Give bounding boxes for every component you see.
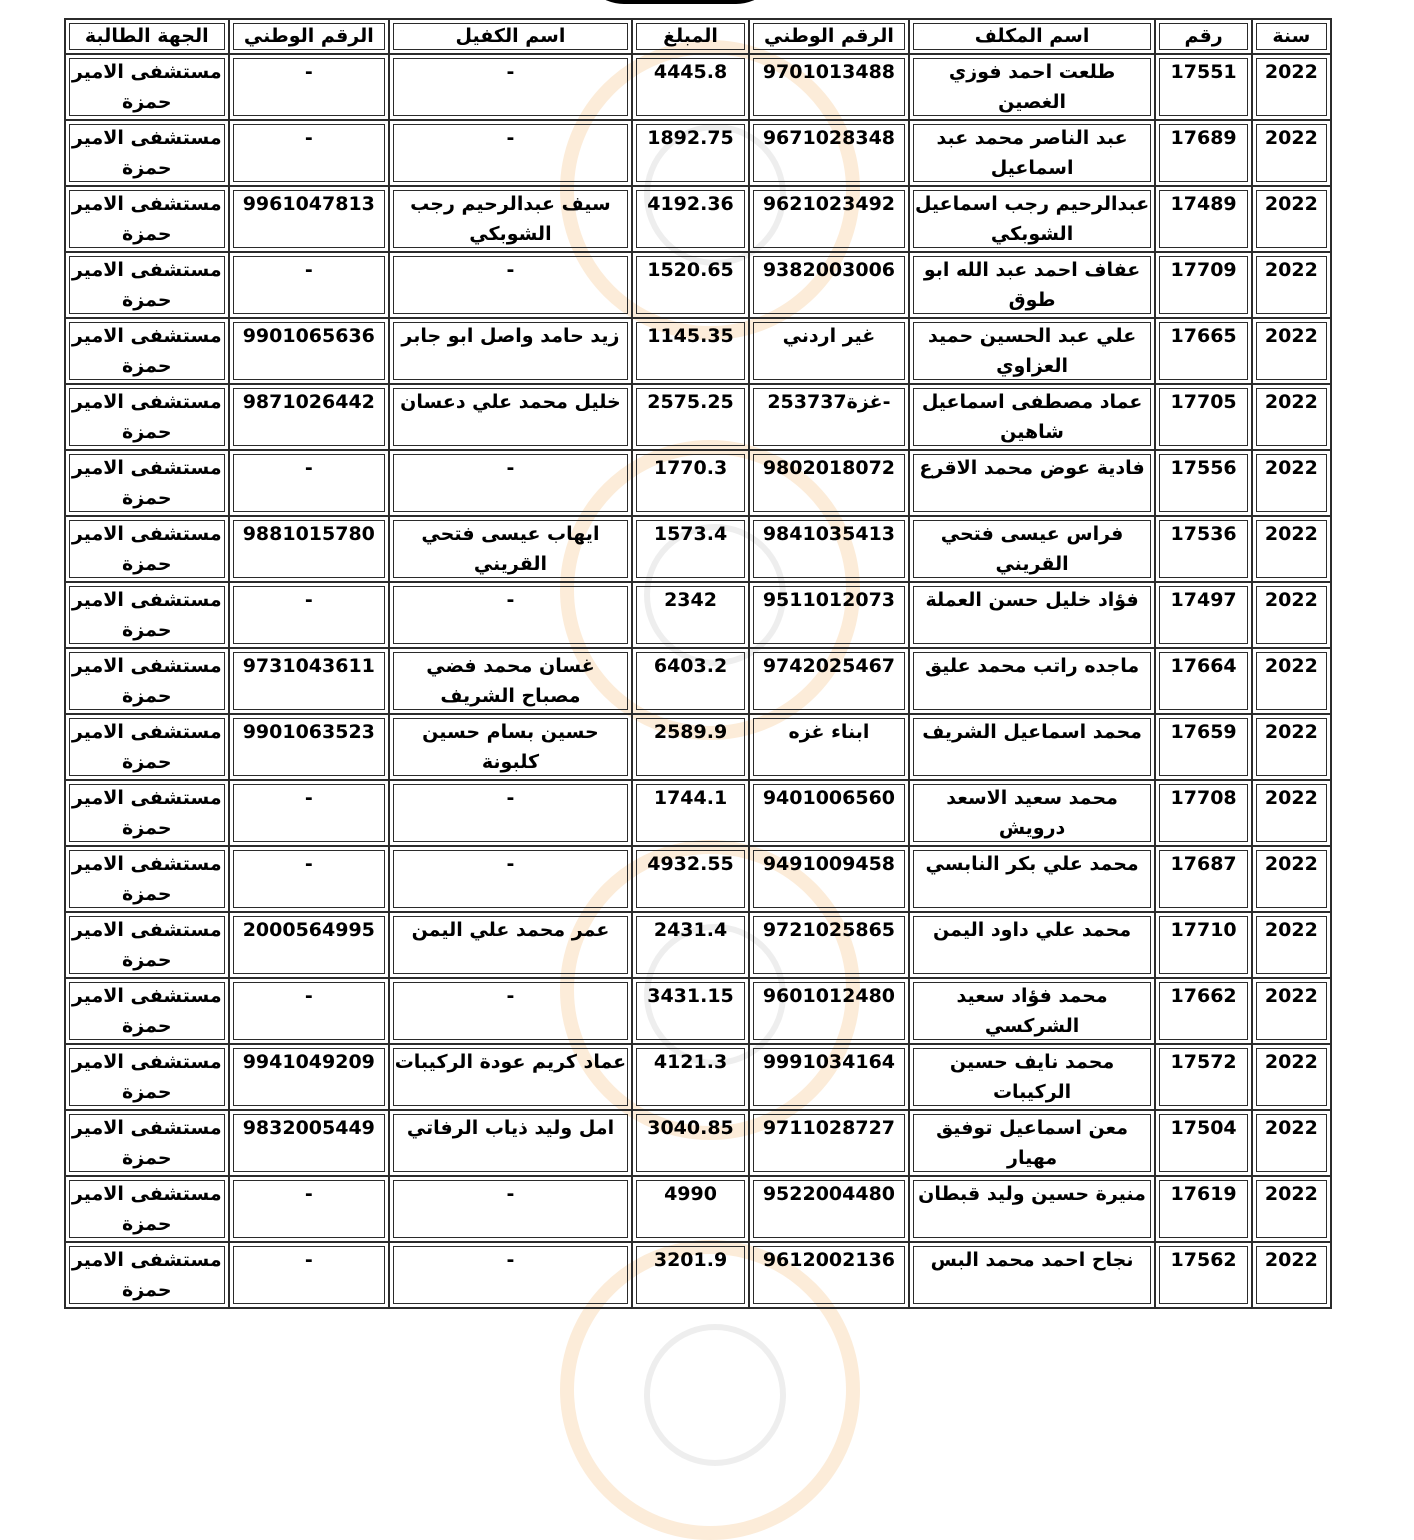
records-table	[64, 18, 1332, 1309]
cell-amount: 1770.3	[632, 450, 749, 516]
cell-guarantor-name: -	[389, 846, 632, 912]
cell-amount: 3201.9	[632, 1242, 749, 1308]
cell-debtor-national-id: 9491009458	[749, 846, 909, 912]
cell-year: 2022	[1252, 780, 1331, 846]
cell-year: 2022	[1252, 1176, 1331, 1242]
cell-guarantor-national-id: 9961047813	[229, 186, 390, 252]
cell-year: 2022	[1252, 1242, 1331, 1308]
cell-amount: 4192.36	[632, 186, 749, 252]
cell-number: 17489	[1155, 186, 1251, 252]
cell-guarantor-name: عماد كريم عودة الركيبات	[389, 1044, 632, 1110]
cell-debtor-name: منيرة حسين وليد قبطان	[909, 1176, 1156, 1242]
table-row	[65, 780, 1331, 846]
cell-debtor-national-id: 9802018072	[749, 450, 909, 516]
cell-guarantor-national-id: 9881015780	[229, 516, 390, 582]
cell-guarantor-national-id: 9832005449	[229, 1110, 390, 1176]
cell-guarantor-name: -	[389, 450, 632, 516]
cell-debtor-national-id: 9711028727	[749, 1110, 909, 1176]
cell-requesting-party: مستشفى الامير حمزة	[65, 120, 229, 186]
cell-guarantor-national-id: -	[229, 1242, 390, 1308]
cell-amount: 4990	[632, 1176, 749, 1242]
cell-amount: 2431.4	[632, 912, 749, 978]
cell-amount: 4445.8	[632, 54, 749, 120]
cell-debtor-national-id: غير اردني	[749, 318, 909, 384]
cell-debtor-national-id: 9612002136	[749, 1242, 909, 1308]
cell-year: 2022	[1252, 318, 1331, 384]
cell-year: 2022	[1252, 120, 1331, 186]
cell-number: 17619	[1155, 1176, 1251, 1242]
table-row	[65, 912, 1331, 978]
cell-debtor-name: فراس عيسى فتحي القريني	[909, 516, 1156, 582]
cell-amount: 1573.4	[632, 516, 749, 582]
header-debtor-name: اسم المكلف	[909, 19, 1156, 54]
cell-guarantor-name: -	[389, 1176, 632, 1242]
cell-number: 17708	[1155, 780, 1251, 846]
cell-amount: 2575.25	[632, 384, 749, 450]
cell-guarantor-national-id: -	[229, 54, 390, 120]
cell-debtor-name: محمد فؤاد سعيد الشركسي	[909, 978, 1156, 1044]
cell-amount: 6403.2	[632, 648, 749, 714]
cell-amount: 2342	[632, 582, 749, 648]
cell-requesting-party: مستشفى الامير حمزة	[65, 978, 229, 1044]
cell-guarantor-national-id: 9941049209	[229, 1044, 390, 1110]
header-guarantor-national-id: الرقم الوطني	[229, 19, 390, 54]
cell-number: 17504	[1155, 1110, 1251, 1176]
cell-debtor-national-id: 9671028348	[749, 120, 909, 186]
cell-debtor-national-id: 9511012073	[749, 582, 909, 648]
cell-year: 2022	[1252, 1110, 1331, 1176]
header-number: رقم	[1155, 19, 1251, 54]
cell-debtor-name: ماجده راتب محمد عليق	[909, 648, 1156, 714]
cell-guarantor-national-id: -	[229, 450, 390, 516]
cell-guarantor-national-id: 9731043611	[229, 648, 390, 714]
cell-year: 2022	[1252, 186, 1331, 252]
cell-number: 17572	[1155, 1044, 1251, 1110]
cell-guarantor-national-id: 9871026442	[229, 384, 390, 450]
cell-year: 2022	[1252, 582, 1331, 648]
cell-amount: 3040.85	[632, 1110, 749, 1176]
cell-requesting-party: مستشفى الامير حمزة	[65, 384, 229, 450]
cell-guarantor-name: -	[389, 120, 632, 186]
table-body	[65, 54, 1331, 1308]
table-row	[65, 846, 1331, 912]
cell-guarantor-name: سيف عبدالرحيم رجب الشوبكي	[389, 186, 632, 252]
cell-year: 2022	[1252, 648, 1331, 714]
cell-debtor-national-id: غزة253737-	[749, 384, 909, 450]
cell-requesting-party: مستشفى الامير حمزة	[65, 648, 229, 714]
cell-requesting-party: مستشفى الامير حمزة	[65, 252, 229, 318]
cell-debtor-name: عبدالرحيم رجب اسماعيل الشوبكي	[909, 186, 1156, 252]
cell-requesting-party: مستشفى الامير حمزة	[65, 714, 229, 780]
cell-debtor-national-id: 9841035413	[749, 516, 909, 582]
cell-guarantor-national-id: -	[229, 846, 390, 912]
cell-number: 17562	[1155, 1242, 1251, 1308]
cell-number: 17705	[1155, 384, 1251, 450]
cell-number: 17659	[1155, 714, 1251, 780]
table-row	[65, 186, 1331, 252]
cell-year: 2022	[1252, 1044, 1331, 1110]
cell-guarantor-name: زيد حامد واصل ابو جابر	[389, 318, 632, 384]
cell-debtor-name: نجاح احمد محمد البس	[909, 1242, 1156, 1308]
cell-guarantor-national-id: -	[229, 252, 390, 318]
table-row	[65, 978, 1331, 1044]
cell-requesting-party: مستشفى الامير حمزة	[65, 516, 229, 582]
cell-amount: 1744.1	[632, 780, 749, 846]
cell-debtor-name: علي عبد الحسين حميد العزاوي	[909, 318, 1156, 384]
cell-number: 17536	[1155, 516, 1251, 582]
cell-year: 2022	[1252, 714, 1331, 780]
cell-year: 2022	[1252, 450, 1331, 516]
cell-guarantor-name: -	[389, 54, 632, 120]
cell-requesting-party: مستشفى الامير حمزة	[65, 186, 229, 252]
cell-debtor-name: معن اسماعيل توفيق مهيار	[909, 1110, 1156, 1176]
cell-debtor-name: طلعت احمد فوزي الغصين	[909, 54, 1156, 120]
cell-requesting-party: مستشفى الامير حمزة	[65, 780, 229, 846]
table-row	[65, 1110, 1331, 1176]
table-row	[65, 648, 1331, 714]
cell-requesting-party: مستشفى الامير حمزة	[65, 318, 229, 384]
table-row	[65, 318, 1331, 384]
cell-debtor-national-id: 9601012480	[749, 978, 909, 1044]
table-row	[65, 384, 1331, 450]
cell-amount: 4932.55	[632, 846, 749, 912]
cell-guarantor-name: ايهاب عيسى فتحي القريني	[389, 516, 632, 582]
cell-debtor-name: عماد مصطفى اسماعيل شاهين	[909, 384, 1156, 450]
cell-guarantor-national-id: 2000564995	[229, 912, 390, 978]
cell-year: 2022	[1252, 978, 1331, 1044]
header-amount: المبلغ	[632, 19, 749, 54]
cell-number: 17710	[1155, 912, 1251, 978]
header-requesting-party: الجهة الطالبة	[65, 19, 229, 54]
table-row	[65, 252, 1331, 318]
header-year: سنة	[1252, 19, 1331, 54]
cell-guarantor-national-id: 9901065636	[229, 318, 390, 384]
cell-amount: 4121.3	[632, 1044, 749, 1110]
table-row	[65, 516, 1331, 582]
table-row	[65, 54, 1331, 120]
table-row	[65, 450, 1331, 516]
cell-guarantor-national-id: -	[229, 1176, 390, 1242]
table-row	[65, 582, 1331, 648]
cell-guarantor-national-id: -	[229, 780, 390, 846]
cell-amount: 3431.15	[632, 978, 749, 1044]
cell-amount: 1145.35	[632, 318, 749, 384]
cell-requesting-party: مستشفى الامير حمزة	[65, 846, 229, 912]
cell-requesting-party: مستشفى الامير حمزة	[65, 912, 229, 978]
cell-amount: 2589.9	[632, 714, 749, 780]
cell-year: 2022	[1252, 516, 1331, 582]
cell-guarantor-national-id: -	[229, 978, 390, 1044]
cell-debtor-national-id: ابناء غزه	[749, 714, 909, 780]
cell-debtor-name: محمد اسماعيل الشريف	[909, 714, 1156, 780]
cell-number: 17689	[1155, 120, 1251, 186]
cell-debtor-national-id: 9701013488	[749, 54, 909, 120]
top-decoration	[580, 0, 780, 4]
cell-debtor-name: محمد نايف حسين الركيبات	[909, 1044, 1156, 1110]
cell-requesting-party: مستشفى الامير حمزة	[65, 54, 229, 120]
header-row	[65, 19, 1331, 54]
cell-guarantor-name: امل وليد ذياب الرفاتي	[389, 1110, 632, 1176]
cell-guarantor-name: خليل محمد علي دعسان	[389, 384, 632, 450]
cell-debtor-national-id: 9621023492	[749, 186, 909, 252]
cell-guarantor-national-id: 9901063523	[229, 714, 390, 780]
table-row	[65, 120, 1331, 186]
table-row	[65, 1242, 1331, 1308]
cell-number: 17551	[1155, 54, 1251, 120]
cell-guarantor-name: -	[389, 582, 632, 648]
header-guarantor-name: اسم الكفيل	[389, 19, 632, 54]
cell-guarantor-name: -	[389, 1242, 632, 1308]
cell-debtor-national-id: 9991034164	[749, 1044, 909, 1110]
cell-debtor-name: فادية عوض محمد الاقرع	[909, 450, 1156, 516]
cell-year: 2022	[1252, 384, 1331, 450]
cell-year: 2022	[1252, 252, 1331, 318]
cell-requesting-party: مستشفى الامير حمزة	[65, 450, 229, 516]
cell-debtor-national-id: 9401006560	[749, 780, 909, 846]
cell-amount: 1892.75	[632, 120, 749, 186]
cell-guarantor-name: -	[389, 780, 632, 846]
cell-guarantor-name: -	[389, 252, 632, 318]
header-debtor-national-id: الرقم الوطني	[749, 19, 909, 54]
cell-number: 17556	[1155, 450, 1251, 516]
cell-year: 2022	[1252, 846, 1331, 912]
cell-number: 17687	[1155, 846, 1251, 912]
cell-number: 17662	[1155, 978, 1251, 1044]
cell-guarantor-name: غسان محمد فضي مصباح الشريف	[389, 648, 632, 714]
cell-number: 17497	[1155, 582, 1251, 648]
cell-guarantor-national-id: -	[229, 582, 390, 648]
cell-debtor-national-id: 9721025865	[749, 912, 909, 978]
cell-number: 17664	[1155, 648, 1251, 714]
cell-year: 2022	[1252, 912, 1331, 978]
cell-number: 17665	[1155, 318, 1251, 384]
cell-requesting-party: مستشفى الامير حمزة	[65, 1176, 229, 1242]
cell-requesting-party: مستشفى الامير حمزة	[65, 1110, 229, 1176]
table-row	[65, 1044, 1331, 1110]
cell-amount: 1520.65	[632, 252, 749, 318]
cell-requesting-party: مستشفى الامير حمزة	[65, 1242, 229, 1308]
cell-guarantor-name: عمر محمد علي اليمن	[389, 912, 632, 978]
table-row	[65, 714, 1331, 780]
cell-debtor-name: محمد علي بكر النابسي	[909, 846, 1156, 912]
cell-debtor-name: عبد الناصر محمد عبد اسماعيل	[909, 120, 1156, 186]
cell-debtor-national-id: 9742025467	[749, 648, 909, 714]
cell-number: 17709	[1155, 252, 1251, 318]
cell-guarantor-name: -	[389, 978, 632, 1044]
cell-debtor-name: عفاف احمد عبد الله ابو طوق	[909, 252, 1156, 318]
cell-debtor-name: فؤاد خليل حسن العملة	[909, 582, 1156, 648]
cell-debtor-national-id: 9382003006	[749, 252, 909, 318]
cell-debtor-national-id: 9522004480	[749, 1176, 909, 1242]
cell-guarantor-name: حسين بسام حسين كلبونة	[389, 714, 632, 780]
cell-requesting-party: مستشفى الامير حمزة	[65, 1044, 229, 1110]
cell-debtor-name: محمد سعيد الاسعد درويش	[909, 780, 1156, 846]
cell-year: 2022	[1252, 54, 1331, 120]
cell-debtor-name: محمد علي داود اليمن	[909, 912, 1156, 978]
cell-requesting-party: مستشفى الامير حمزة	[65, 582, 229, 648]
table-row	[65, 1176, 1331, 1242]
cell-guarantor-national-id: -	[229, 120, 390, 186]
